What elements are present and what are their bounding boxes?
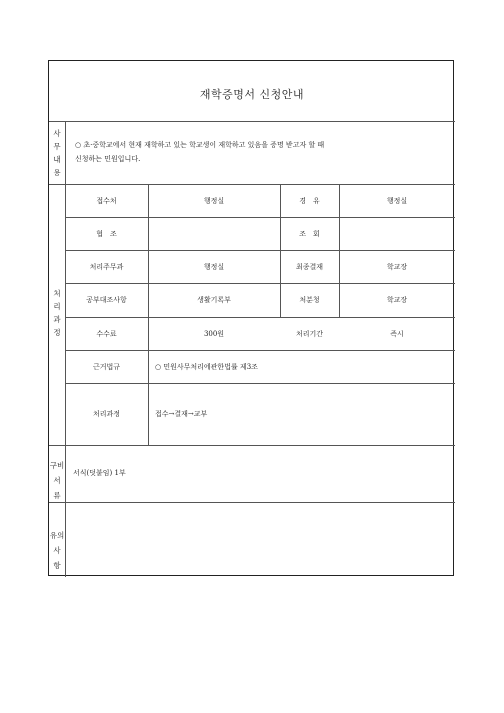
row-key: 공부대조사항 <box>86 296 127 304</box>
row-key: 처리주무과 <box>89 262 124 271</box>
work-content-text: ○ 초·중학교에서 현재 재학하고 있는 학교생이 재학하고 있음을 증명 받고자 할 때 신청하는 민원입니다. <box>75 141 325 163</box>
work-content-label: 사 무 내 용 <box>53 129 61 177</box>
divider <box>49 502 455 503</box>
row-value: 행정실 <box>386 196 408 205</box>
row-key: 수수료 <box>96 329 117 338</box>
flow-value: 접수→결재→교부 <box>155 410 208 418</box>
row-key: 처리기간 <box>295 329 324 338</box>
row-value: 300원 <box>203 329 225 338</box>
divider <box>49 445 455 446</box>
form-title: 재학증명서 신청안내 <box>199 88 305 101</box>
process-label: 처 리 과 정 <box>53 289 61 337</box>
row-key: 최종결재 <box>295 262 324 271</box>
application-form <box>48 60 454 576</box>
row-value: 학교장 <box>386 262 408 271</box>
row-value: 행정실 <box>203 196 225 205</box>
row-value: 즉시 <box>390 329 404 338</box>
basis-label: 근거법규 <box>92 362 121 371</box>
row-value <box>339 217 455 250</box>
row-key: 협 조 <box>96 229 117 238</box>
row-value: 생활기록부 <box>197 296 231 304</box>
row-key: 조 회 <box>299 229 320 238</box>
basis-value: ○ 민원사무처리에관한법률 제3조 <box>155 362 258 371</box>
row-key: 접수처 <box>96 196 117 205</box>
row-key: 경 유 <box>299 196 320 205</box>
row-value <box>148 217 280 250</box>
documents-label: 구비서 류 <box>49 461 65 500</box>
row-value: 학교장 <box>386 296 408 304</box>
notes-label: 유의사 항 <box>49 531 65 570</box>
row-key: 처분청 <box>299 296 320 304</box>
divider <box>49 121 455 122</box>
row-value: 행정실 <box>203 262 225 271</box>
flow-label: 처리과정 <box>92 410 121 418</box>
documents-value: 서식(덧붙임) 1부 <box>73 469 126 477</box>
